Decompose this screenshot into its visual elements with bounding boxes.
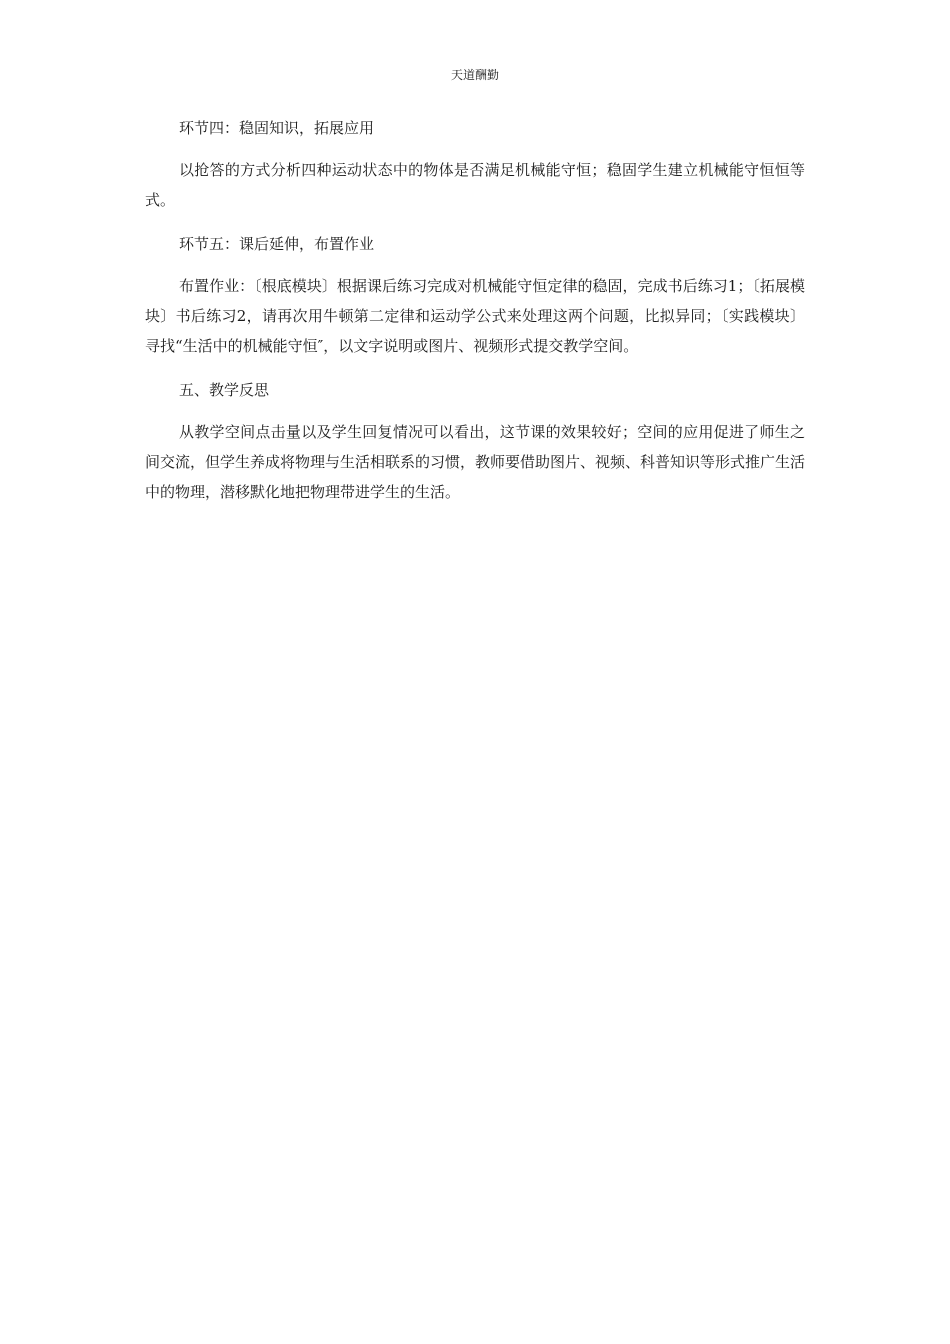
paragraph-stage-four: 以抢答的方式分析四种运动状态中的物体是否满足机械能守恒；稳固学生建立机械能守恒恒等式。 — [145, 161, 805, 209]
paragraph-homework: 布置作业：〔根底模块〕根据课后练习完成对机械能守恒定律的稳固，完成书后练习1；〔拓展模块〕书后练习2，请再次用牛顿第二定律和运动学公式来处理这两个问题，比拟异同；〔实践模块〕寻找“生活中的机械能守恒″，以文字说明或图片、视频形式提交教学空间。 — [145, 277, 805, 355]
section-heading-stage-four: 环节四：稳固知识，拓展应用 — [179, 119, 375, 137]
document-body — [145, 113, 805, 521]
section-heading-stage-five: 环节五：课后延伸，布置作业 — [179, 235, 375, 253]
paragraph-reflection: 从教学空间点击量以及学生回复情况可以看出，这节课的效果较好；空间的应用促进了师生之间交流，但学生养成将物理与生活相联系的习惯，教师要借助图片、视频、科普知识等形式推广生活中的物理，潜移默化地把物理带进学生的生活。 — [145, 423, 806, 501]
section-heading-reflection: 五、教学反思 — [179, 381, 270, 399]
page-header: 天道酬勤 — [450, 68, 499, 82]
